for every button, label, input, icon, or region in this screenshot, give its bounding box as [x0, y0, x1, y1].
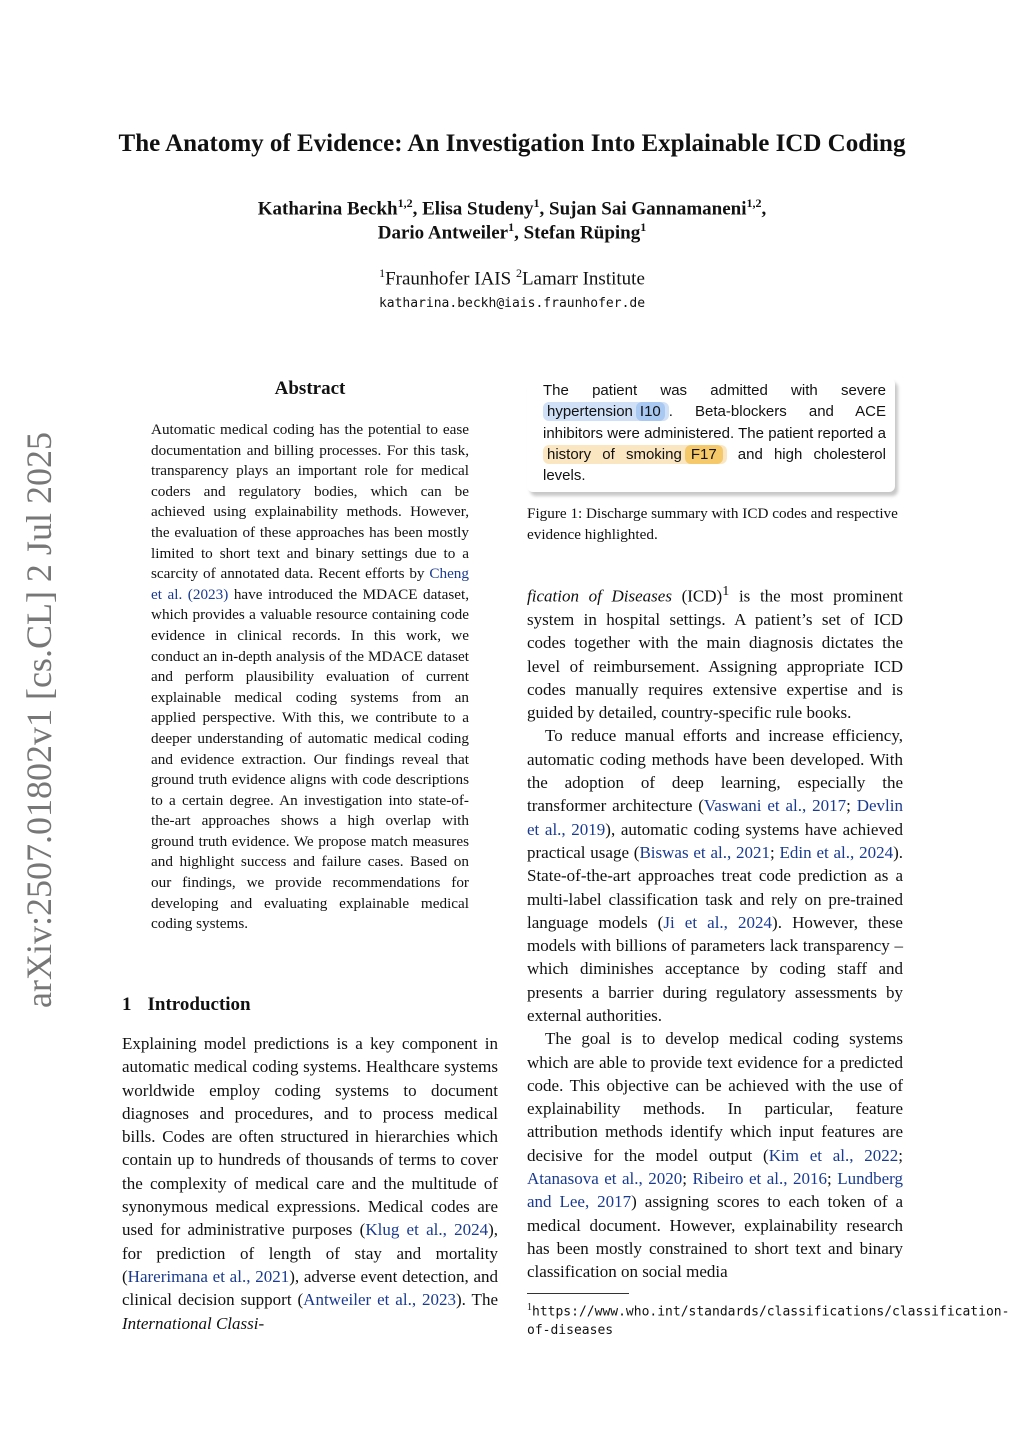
- author-name: Sujan Sai Gannamaneni: [549, 198, 747, 220]
- author-affil: 1: [533, 196, 540, 210]
- citation-link[interactable]: Lundberg and Lee, 2017: [527, 1169, 903, 1212]
- arxiv-stamp: arXiv:2507.01802v1 [cs.CL] 2 Jul 2025: [19, 432, 59, 1008]
- abstract-body: Automatic medical coding has the potential to ease documentation and billing processes. For this task, transparency plays an important role for medical coders and regulatory bodies, which can be achieved using explainability methods. However, the evaluation of these approaches has been mostly limited to short text and binary settings due to a scarcity of annotated data. Recent efforts by Cheng et al. (2023) have introduced the MDACE dataset, which provides a valuable resource containing code evidence in clinical records. In this work, we conduct an in-depth analysis of the MDACE dataset and perform plausibility evaluation of current explainable medical coding systems from an applied perspective. With this, we contribute to a deeper understanding of automatic medical coding and evidence extraction. Our findings reveal that ground truth evidence aligns with code descriptions to a certain degree. An investigation into state-of-the-art approaches shows a high overlap with ground truth evidence. We propose match measures and highlight success and failure cases. Based on our findings, we provide recommendations for developing and evaluating explainable medical coding systems.: [151, 421, 469, 933]
- citation-link[interactable]: Vaswani et al., 2017: [703, 796, 847, 816]
- author-affil: 1,2: [397, 196, 413, 210]
- paragraph: fication of Diseases (ICD)$^1$ is the most prominent system in hospital settings. A patient’s set of ICD codes together with the main diagnosis dictates the level of reimbursement. Assigning appropriate ICD codes manually requires extensive expertise and is guided by detailed, country-specific rule books.: [527, 583, 903, 723]
- author-line-1: Katharina Beckh$^{1,2}$, Elisa Studeny$^1$, Sujan Sai Gannamaneni$^{1,2}$,: [257, 196, 767, 220]
- evidence-highlight: history of smoking F17: [543, 445, 727, 464]
- citation-link[interactable]: Harerimana et al., 2021: [127, 1266, 290, 1286]
- citation-link[interactable]: Biswas et al., 2021: [639, 842, 771, 862]
- intro-left-column: Explaining model predictions is a key component in automatic medical coding systems. Healthcare systems worldwide employ coding systems to document diagnoses and procedures, and to process medical bills. Codes are often structured in hierarchies which contain up to hundreds of thousands of terms to cover the complexity of medical care and the multitude of synonymous medical expressions. Medical codes are used for administrative purposes (Klug et al., 2024), for prediction of length of stay and mortality (Harerimana et al., 2021), adverse event detection, and clinical decision support (Antweiler et al., 2023). The International Classi-: [122, 1034, 498, 1333]
- abstract-heading: Abstract: [274, 378, 346, 399]
- author-name: Elisa Studeny: [422, 198, 534, 220]
- figure-1-box: [527, 378, 895, 492]
- evidence-highlight: hypertension I10: [543, 402, 669, 421]
- citation-link[interactable]: Cheng et al. (2023): [151, 565, 469, 603]
- section-heading: 1 Introduction: [122, 994, 251, 1015]
- footnote-marker[interactable]: 1: [722, 583, 730, 599]
- footnote-url[interactable]: https://www.who.int/standards/classifications/classification-of-diseases: [527, 1304, 1010, 1339]
- citation-link[interactable]: Klug et al., 2024: [365, 1220, 489, 1240]
- author-affil: 1: [508, 220, 515, 234]
- author-name: Dario Antweiler: [377, 222, 509, 244]
- author-affil: 1,2: [746, 196, 762, 210]
- paragraph: The goal is to develop medical coding systems which are able to provide text evidence for a predicted code. This objective can be achieved with the use of explainability methods. In particular, feature attribution methods identify which input features are decisive for the model output (Kim et al., 2022; Atanasova et al., 2020; Ribeiro et al., 2016; Lundberg and Lee, 2017) assigning scores to each token of a medical document. However, explainability research has been mostly constrained to short text and binary classification on social media: [527, 1029, 904, 1282]
- citation-link[interactable]: Atanasova et al., 2020: [527, 1169, 683, 1189]
- citation-link[interactable]: Antweiler et al., 2023: [303, 1290, 457, 1310]
- footnote: $^1$https://www.who.int/standards/classifications/classification-of-diseases: [527, 1302, 1010, 1339]
- citation-link[interactable]: Edin et al., 2024: [779, 842, 894, 862]
- author-affil: 1: [640, 220, 647, 234]
- citation-link[interactable]: Ji et al., 2024: [663, 912, 773, 932]
- author-email[interactable]: katharina.beckh@iais.fraunhofer.de: [378, 296, 646, 311]
- author-line-2: Dario Antweiler$^1$, Stefan Rüping$^1$: [377, 220, 647, 244]
- paper-title: The Anatomy of Evidence: An Investigation Into Explainable ICD Coding: [118, 130, 906, 157]
- author-name: Katharina Beckh: [257, 198, 398, 220]
- figure-caption: Figure 1: Discharge summary with ICD codes and respective evidence highlighted.: [527, 505, 898, 543]
- citation-link[interactable]: Devlin et al., 2019: [527, 796, 903, 839]
- footnote-rule: [527, 1293, 629, 1294]
- icd-code-badge: F17: [685, 445, 723, 464]
- citation-link[interactable]: Kim et al., 2022: [768, 1145, 899, 1165]
- author-name: Stefan Rüping: [523, 222, 641, 244]
- affiliations: $^1$Fraunhofer IAIS $^2$Lamarr Institute: [379, 266, 645, 290]
- discharge-summary: The patient was admitted with severe hypertension I10 . Beta-blockers and ACE inhibitors were administered. The patient reported a history of smoking F17 and high cholesterol levels.: [543, 382, 886, 485]
- paragraph: To reduce manual efforts and increase efficiency, automatic coding methods have been developed. With the adoption of deep learning, especially the transformer architecture (Vaswani et al., 2017; Devlin et al., 2019), automatic coding systems have achieved practical usage (Biswas et al., 2021; Edin et al., 2024). State-of-the-art approaches treat code prediction as a multi-label classification task and rely on pre-trained language models (Ji et al., 2024). However, these models with billions of parameters lack transparency – which diminishes acceptance by coding staff and presents a barrier during regulatory assessments by external authorities.: [527, 726, 903, 1025]
- citation-link[interactable]: Ribeiro et al., 2016: [692, 1169, 827, 1189]
- icd-code-badge: I10: [636, 402, 665, 421]
- intro-right-column: [527, 580, 903, 1284]
